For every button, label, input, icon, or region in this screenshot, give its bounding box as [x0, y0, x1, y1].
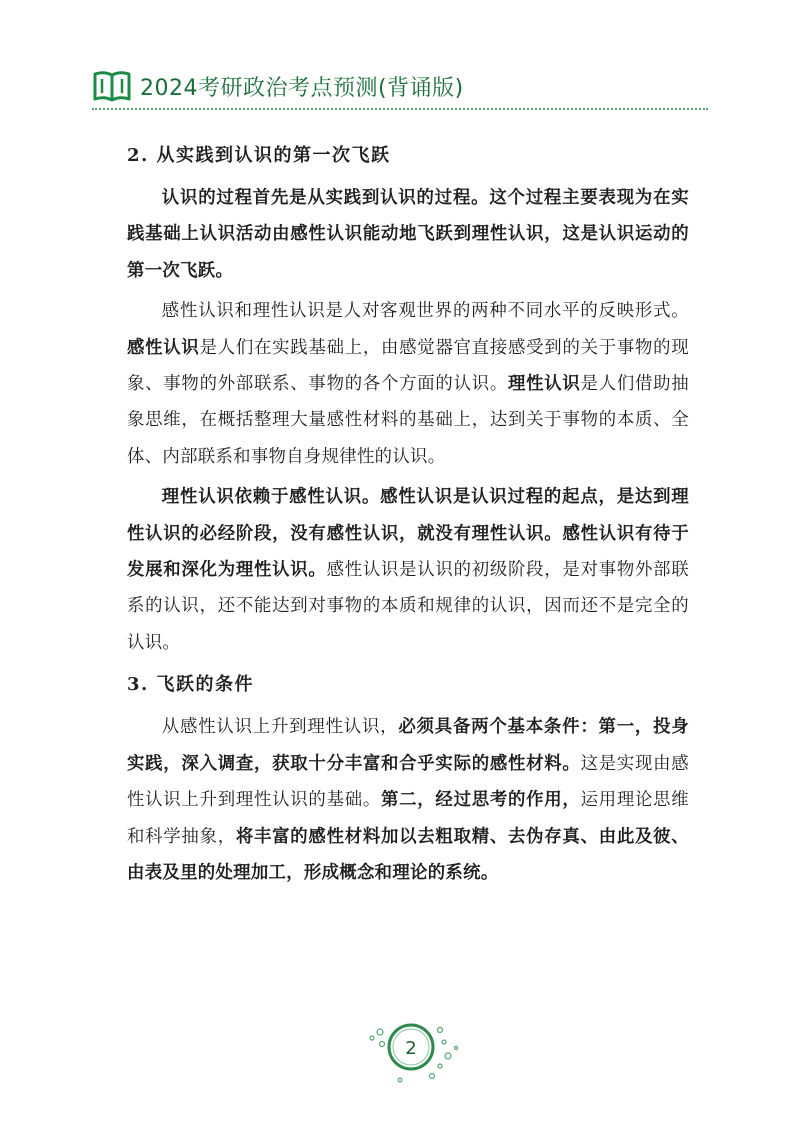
text-run: 从感性认识上升到理性认识， — [161, 717, 399, 738]
text-run: 是人们在实践基础上，由感觉器官直接感受到的关于事物的现象、事物的外部联系、事物的各个方面的认识。 — [127, 337, 689, 395]
text-run: 第二，经过思考的作用， — [381, 790, 581, 811]
term-perceptual-knowledge: 感性认识 — [127, 337, 200, 358]
text-run: 必须具备两个基本条件：第一，投身实践，深入调查，获取十分丰富和合乎实际的感性材料。 — [127, 717, 689, 774]
book-icon — [92, 69, 132, 103]
text-run: 认识的过程首先是从实践到认识的过程。这个过程主要表现为在实践基础上认识活动由感性认识能动地飞跃到理性认识，这是认识运动的第一次飞跃。 — [127, 188, 689, 281]
text-run: 将丰富的感性材料加以去粗取精、去伪存真、由此及彼、由表及里的处理加工，形成概念和理论的系统。 — [127, 826, 689, 883]
text-run: 感性认识和理性认识是人对客观世界的两种不同水平的反映形式。 — [161, 301, 689, 322]
term-rational-knowledge: 理性认识 — [508, 374, 581, 395]
book-title: 2024考研政治考点预测(背诵版) — [140, 75, 464, 101]
paragraph — [127, 709, 689, 891]
page-number: 2 — [405, 1038, 417, 1059]
text-run: 感性认识是认识的初级阶段，是对事物外部联系的认识，还不能达到对事物的本质和规律的认识，因而还不是完全的认识。 — [127, 560, 689, 653]
header-divider — [92, 108, 708, 110]
text-run: 是人们借助抽象思维，在概括整理大量感性材料的基础上，达到关于事物的本质、全体、内部联系和事物自身规律性的认识。 — [127, 374, 689, 467]
page-content — [127, 138, 689, 895]
page-header — [92, 66, 464, 106]
section-heading: 2. 从实践到认识的第一次飞跃 — [127, 145, 391, 166]
text-run: 这是实现由感性认识上升到理性认识的基础。 — [127, 753, 689, 811]
paragraph — [127, 180, 689, 289]
paragraph — [127, 479, 689, 661]
paragraph — [127, 293, 689, 475]
text-run: 理性认识依赖于感性认识。感性认识是认识过程的起点，是达到理性认识的必经阶段，没有感性认识，就没有理性认识。感性认识有待于发展和深化为理性认识。 — [127, 487, 689, 581]
section-heading: 3. 飞跃的条件 — [127, 674, 255, 696]
text-run: 运用理论思维和科学抽象， — [127, 790, 689, 847]
